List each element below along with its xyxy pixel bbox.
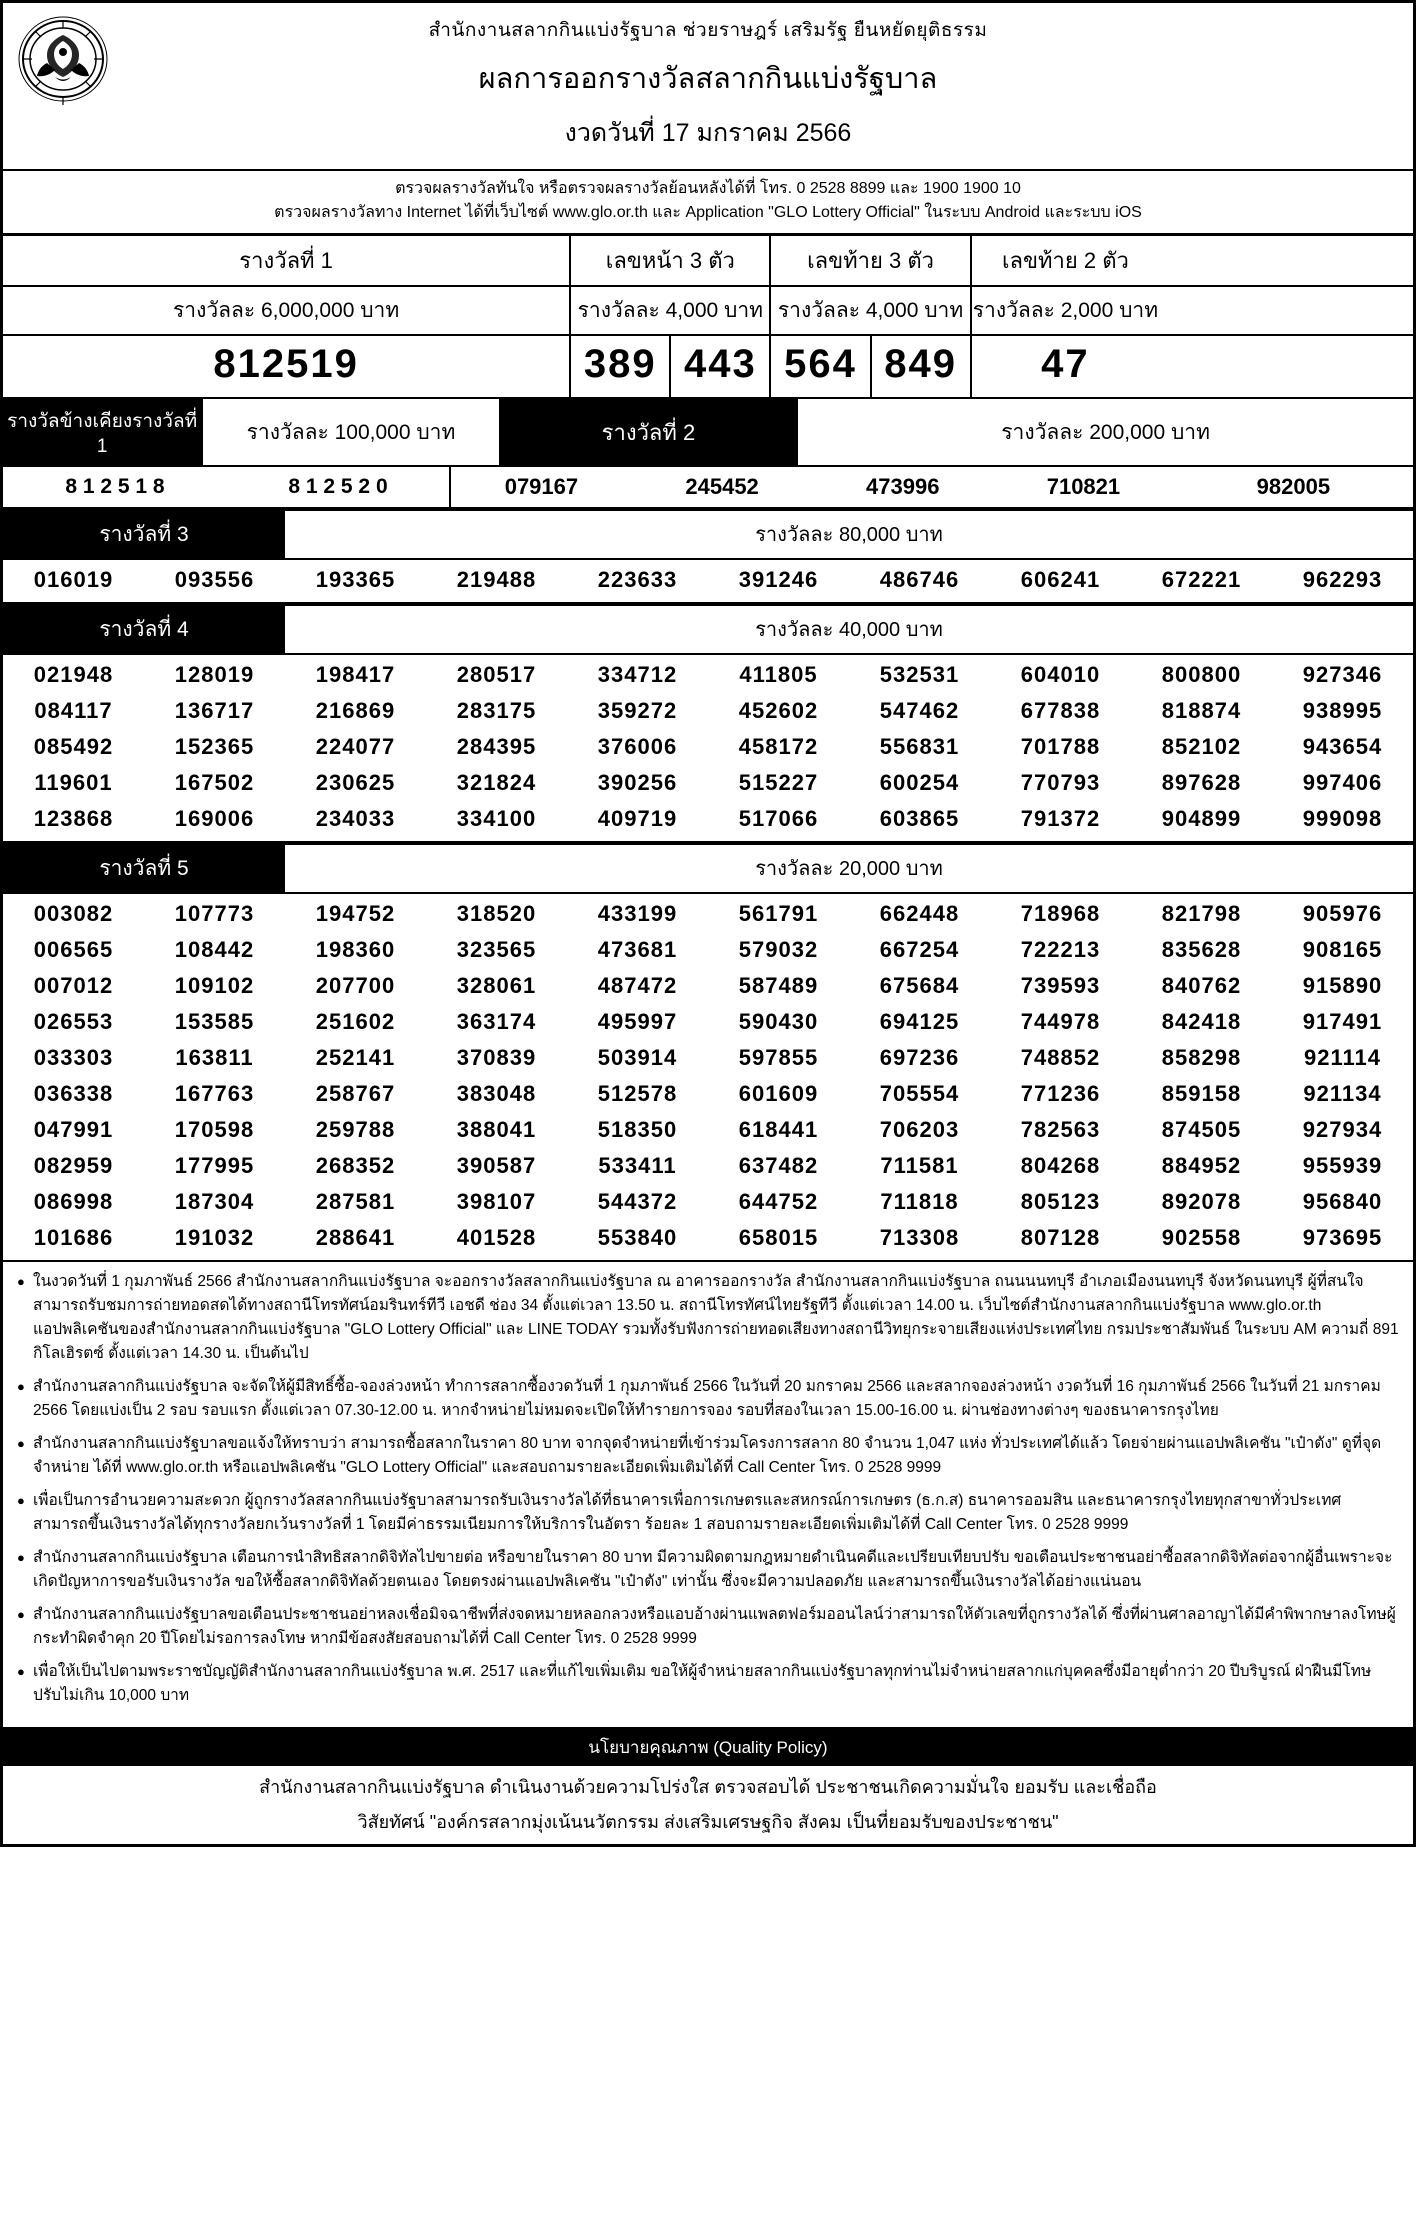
prize4-numbers [3, 655, 1413, 843]
prize5-number: 512578 [597, 1081, 678, 1106]
prize5-number: 956840 [1302, 1189, 1383, 1214]
page-header [3, 3, 1413, 171]
prize5-number: 082959 [33, 1153, 114, 1178]
prize5-number: 252141 [315, 1045, 396, 1070]
last2-label: เลขท้าย 2 ตัว [1001, 248, 1129, 273]
prize5-number: 859158 [1161, 1081, 1242, 1106]
prize5-number: 892078 [1161, 1189, 1242, 1214]
prize5-number: 287581 [315, 1189, 396, 1214]
note-text: เพื่อเป็นการอำนวยความสะดวก ผู้ถูกรางวัลสลากกินแบ่งรัฐบาลสามารถรับเงินรางวัลได้ที่ธนาคารเพื่อการเกษตรและสหกรณ์การเกษตร (ธ.ก.ส) ธนาคารออมสิน และธนาคารกรุงไทยทุกสาขาทั่วประเทศ สามารถขึ้นเงินรางวัลได้ทุกรางวัลยกเว้นรางวัลที่ 1 โดยมีค่าธรรมเนียมการให้บริการในอัตรา ร้อยละ 1 สอบถามรายละเอียดเพิ่มเติมได้ที่ Call Center โทร. 0 2528 9999 [33, 1492, 1342, 1534]
prize3-number: 606241 [1020, 567, 1101, 592]
org-line: สำนักงานสลากกินแบ่งรัฐบาล ช่วยราษฎร์ เสริมรัฐ ยืนหยัดยุติธรรม [428, 20, 988, 41]
prize5-number: 706203 [879, 1117, 960, 1142]
prize4-number: 084117 [34, 698, 113, 723]
prize4-number: 216869 [315, 698, 396, 723]
prize3-number: 223633 [597, 567, 678, 592]
prize5-number: 153585 [174, 1009, 255, 1034]
prize5-number: 518350 [597, 1117, 678, 1142]
prize5-number: 544372 [597, 1189, 678, 1214]
bullet-icon: ● [17, 1493, 25, 1509]
prize5-number: 955939 [1302, 1153, 1383, 1178]
draw-date: งวดวันที่ 17 มกราคม 2566 [564, 119, 852, 147]
near1-number-1: 8 1 2 5 1 8 [65, 475, 165, 498]
garuda-emblem-icon [3, 9, 123, 111]
prize4-number: 334712 [597, 662, 678, 687]
vision-text: วิสัยทัศน์ "องค์กรสลากมุ่งเน้นนวัตกรรม ส่งเสริมเศรษฐกิจ สังคม เป็นที่ยอมรับของประชาชน" [357, 1812, 1059, 1833]
prize5-number: 618441 [738, 1117, 819, 1142]
prize5-number: 713308 [879, 1225, 960, 1250]
prize4-number: 770793 [1020, 770, 1101, 795]
prize5-number: 251602 [315, 1009, 396, 1034]
prize5-number: 744978 [1020, 1009, 1101, 1034]
note-item [17, 1660, 1399, 1708]
prize5-number: 086998 [33, 1189, 114, 1214]
prize5-number: 047991 [33, 1117, 114, 1142]
prize4-header [3, 604, 1413, 655]
prize5-number: 590430 [738, 1009, 819, 1034]
prize5-number: 705554 [879, 1081, 960, 1106]
prize3-number: 093556 [174, 567, 255, 592]
quality-policy-text: สำนักงานสลากกินแบ่งรัฐบาล ดำเนินงานด้วยความโปร่งใส ตรวจสอบได้ ประชาชนเกิดความมั่นใจ ยอมรับ และเชื่อถือ [259, 1777, 1157, 1798]
prize5-number: 711581 [880, 1153, 959, 1178]
prize5-number: 718968 [1020, 901, 1101, 926]
prize5-number: 973695 [1302, 1225, 1383, 1250]
prize2-amount: รางวัลละ 200,000 บาท [1001, 420, 1210, 444]
prize5-number: 858298 [1161, 1045, 1242, 1070]
prize4-number: 677838 [1020, 698, 1101, 723]
near1-label: รางวัลข้างเคียงรางวัลที่ 1 [3, 399, 203, 465]
bullet-icon: ● [17, 1664, 25, 1680]
prize4-number: 604010 [1020, 662, 1101, 687]
prize4-number: 230625 [315, 770, 396, 795]
prize2-number-5: 982005 [1256, 474, 1331, 499]
prize5-number: 722213 [1020, 937, 1101, 962]
prize3-number: 486746 [879, 567, 960, 592]
note-text: สำนักงานสลากกินแบ่งรัฐบาล จะจัดให้ผู้มีสิทธิ์ซื้อ-จองล่วงหน้า ทำการสลากซื้องวดวันที่ 1 กุมภาพันธ์ 2566 ในวันที่ 20 มกราคม 2566 และสลากจองล่วงหน้า งวดวันที่ 16 กุมภาพันธ์ 2566 ในวันที่ 21 มกราคม 2566 โดยแบ่งเป็น 2 รอบ รอบแรก ตั้งแต่เวลา 07.30-12.00 น. หากจำหน่ายไม่หมดจะเปิดให้ทำรายการจอง รอบที่สองในเวลา 15.00-16.00 น. ผ่านช่องทางต่างๆ ของธนาคารกรุงไทย [33, 1378, 1381, 1420]
last3-amount: รางวัลละ 4,000 บาท [771, 287, 971, 334]
front3-number-2: 443 [671, 336, 771, 397]
prize5-number: 026553 [33, 1009, 114, 1034]
prize4-number: 021948 [33, 662, 114, 687]
prize5-number: 587489 [738, 973, 819, 998]
prize5-number: 840762 [1161, 973, 1242, 998]
prize5-number: 601609 [738, 1081, 819, 1106]
near1-amount: รางวัลละ 100,000 บาท [203, 399, 501, 465]
prize5-label: รางวัลที่ 5 [3, 845, 285, 892]
prize5-number: 288641 [315, 1225, 396, 1250]
prize3-number: 391246 [738, 567, 819, 592]
prize4-number: 904899 [1161, 806, 1242, 831]
prize5-number: 036338 [33, 1081, 114, 1106]
prize4-number: 800800 [1161, 662, 1242, 687]
prize5-number: 003082 [33, 901, 114, 926]
prize5-number: 921114 [1304, 1045, 1381, 1070]
prize5-number: 194752 [315, 901, 396, 926]
bullet-icon: ● [17, 1274, 25, 1289]
announcement-notes [3, 1262, 1413, 1729]
near1-prize2-header-row [3, 399, 1413, 467]
prize5-number: 917491 [1302, 1009, 1383, 1034]
prize5-number: 473681 [597, 937, 678, 962]
prize4-number: 123868 [33, 806, 114, 831]
prize4-number: 321824 [456, 770, 537, 795]
prize5-number: 177995 [174, 1153, 255, 1178]
note-item [17, 1375, 1399, 1423]
prize5-number: 259788 [315, 1117, 396, 1142]
prize5-number: 874505 [1161, 1117, 1242, 1142]
prize5-number: 697236 [879, 1045, 960, 1070]
prize4-number: 818874 [1161, 698, 1242, 723]
prize5-number: 667254 [879, 937, 960, 962]
bullet-icon: ● [17, 1379, 25, 1395]
near1-prize2-number-row [3, 467, 1413, 509]
prize1-amount: รางวัลละ 6,000,000 บาท [3, 287, 571, 334]
prize4-number: 085492 [33, 734, 114, 759]
prize4-number: 532531 [879, 662, 960, 687]
contact-line-internet: ตรวจผลรางวัลทาง Internet ได้ที่เว็บไซต์ www.glo.or.th และ Application "GLO Lottery Official" ในระบบ Android และระบบ iOS [274, 204, 1142, 221]
bullet-icon: ● [17, 1436, 25, 1452]
prize4-number: 943654 [1302, 734, 1383, 759]
prize4-number: 517066 [738, 806, 819, 831]
prize4-number: 283175 [456, 698, 537, 723]
prize5-number: 694125 [879, 1009, 960, 1034]
note-text: สำนักงานสลากกินแบ่งรัฐบาลขอเตือนประชาชนอย่าหลงเชื่อมิจฉาชีพที่ส่งจดหมายหลอกลวงหรือแอบอ้างผ่านแพลตฟอร์มออนไลน์ว่าสามารถให้ตัวเลขที่ถูกรางวัลได้ ซึ่งที่ผ่านศาลอาญาได้มีคำพิพากษาลงโทษผู้กระทำผิดจำคุก 20 ปีโดยไม่รอการลงโทษ หากมีข้อสงสัยสอบถามได้ที่ Call Center โทร. 0 2528 9999 [33, 1606, 1396, 1648]
prize2-label: รางวัลที่ 2 [501, 399, 799, 465]
prize5-number: 637482 [738, 1153, 819, 1178]
prize4-number: 997406 [1302, 770, 1383, 795]
prize5-number: 807128 [1020, 1225, 1101, 1250]
prize4-number: 224077 [315, 734, 396, 759]
prize5-number: 927934 [1302, 1117, 1383, 1142]
prize5-number: 433199 [597, 901, 678, 926]
note-text: เพื่อให้เป็นไปตามพระราชบัญญัติสำนักงานสลากกินแบ่งรัฐบาล พ.ศ. 2517 และที่แก้ไขเพิ่มเติม ขอให้ผู้จำหน่ายสลากกินแบ่งรัฐบาลทุกท่านไม่จำหน่ายสลากแก่บุคคลซึ่งมีอายุต่ำกว่า 20 ปีบริบูรณ์ ฝ่าฝืนมีโทษปรับไม่เกิน 10,000 บาท [33, 1663, 1372, 1705]
prize4-number: 938995 [1302, 698, 1383, 723]
prize5-number: 561791 [738, 901, 819, 926]
prize4-number: 452602 [738, 698, 819, 723]
prize4-number: 198417 [315, 662, 396, 687]
prize4-number: 284395 [456, 734, 537, 759]
top-prize-amount-row [3, 287, 1413, 336]
prize3-amount: รางวัลละ 80,000 บาท [755, 524, 943, 546]
prize3-number: 672221 [1161, 567, 1242, 592]
quality-policy-bar: นโยบายคุณภาพ (Quality Policy) [3, 1729, 1413, 1766]
prize4-number: 556831 [879, 734, 960, 759]
prize5-number: 363174 [456, 1009, 537, 1034]
prize5-number: 191032 [174, 1225, 255, 1250]
last3-number-2: 849 [872, 336, 972, 397]
prize5-number: 884952 [1161, 1153, 1242, 1178]
prize5-number: 804268 [1020, 1153, 1101, 1178]
note-item [17, 1432, 1399, 1480]
prize5-number: 108442 [174, 937, 255, 962]
prize4-number: 852102 [1161, 734, 1242, 759]
prize4-number: 128019 [174, 662, 255, 687]
prize5-number: 533411 [598, 1153, 677, 1178]
prize5-number: 908165 [1302, 937, 1383, 962]
prize3-label: รางวัลที่ 3 [3, 511, 285, 558]
prize2-number-2: 245452 [685, 474, 759, 499]
note-item [17, 1270, 1399, 1366]
prize5-number: 398107 [456, 1189, 537, 1214]
prize5-number: 805123 [1020, 1189, 1101, 1214]
prize4-number: 280517 [456, 662, 537, 687]
prize5-number: 170598 [174, 1117, 255, 1142]
bullet-icon: ● [17, 1550, 25, 1566]
prize5-number: 553840 [597, 1225, 678, 1250]
prize5-number: 323565 [456, 937, 537, 962]
prize4-number: 897628 [1161, 770, 1242, 795]
top-prize-label-row [3, 236, 1413, 287]
prize4-number: 152365 [174, 734, 255, 759]
prize5-number: 905976 [1302, 901, 1383, 926]
prize5-number: 662448 [879, 901, 960, 926]
note-text: สำนักงานสลากกินแบ่งรัฐบาล เตือนการนำสิทธิสลากดิจิทัลไปขายต่อ หรือขายในราคา 80 บาท มีความผิดตามกฎหมายดำเนินคดีและเปรียบเทียบปรับ ขอเตือนประชาชนอย่าซื้อสลากดิจิทัลต่อจากผู้อื่นเพราะจะเกิดปัญหาการขอรับเงินรางวัล ขอให้ซื้อสลากดิจิทัลด้วยตนเอง โดยตรงผ่านแอปพลิเคชัน "เป๋าตัง" เท่านั้น ซึ่งจะมีความปลอดภัย และสามารถขึ้นเงินรางวัลได้อย่างแน่นอน [33, 1549, 1393, 1591]
prize5-number: 503914 [597, 1045, 678, 1070]
prize5-number: 258767 [315, 1081, 396, 1106]
prize3-number: 016019 [33, 567, 114, 592]
prize4-number: 376006 [597, 734, 678, 759]
prize5-amount: รางวัลละ 20,000 บาท [755, 858, 943, 880]
prize5-number: 739593 [1020, 973, 1101, 998]
prize2-number-3: 473996 [866, 474, 940, 499]
prize2-number-4: 710821 [1046, 474, 1121, 499]
prize4-number: 169006 [174, 806, 255, 831]
prize5-number: 915890 [1302, 973, 1383, 998]
page-title: ผลการออกรางวัลสลากกินแบ่งรัฐบาล [478, 63, 938, 95]
prize5-number: 187304 [174, 1189, 255, 1214]
note-text: ในงวดวันที่ 1 กุมภาพันธ์ 2566 สำนักงานสลากกินแบ่งรัฐบาล จะออกรางวัลสลากกินแบ่งรัฐบาล ณ อาคารออกรางวัล สำนักงานสลากกินแบ่งรัฐบาล ถนนนนทบุรี อำเภอเมืองนนทบุรี จังหวัดนนทบุรี ผู้ที่สนใจสามารถรับชมการถ่ายทอดสดได้ทางสถานีโทรทัศน์อมรินทร์ทีวี เอชดี ช่อง 34 ตั้งแต่เวลา 13.50 น. สถานีโทรทัศน์ไทยรัฐทีวี ตั้งแต่เวลา 14.00 น. เว็บไซต์สำนักงานสลากกินแบ่งรัฐบาล www.glo.or.th แอปพลิเคชันของสำนักงานสลากกินแบ่งรัฐบาล "GLO Lottery Official" และ LINE TODAY รวมทั้งรับฟังการถ่ายทอดเสียงทางสถานีวิทยุกระจายเสียงแห่งประเทศไทย กรมประชาสัมพันธ์ ในระบบ AM ความถี่ 891 กิโลเฮิรตซ์ ตั้งแต่เวลา 14.30 น. เป็นต้นไป [33, 1273, 1399, 1363]
prize5-number: 198360 [315, 937, 396, 962]
prize5-number: 390587 [456, 1153, 537, 1178]
prize5-number: 597855 [738, 1045, 819, 1070]
note-item [17, 1489, 1399, 1537]
prize5-number: 675684 [879, 973, 960, 998]
prize5-number: 268352 [315, 1153, 396, 1178]
last2-amount: รางวัลละ 2,000 บาท [972, 299, 1159, 322]
prize5-number: 782563 [1020, 1117, 1101, 1142]
prize5-number: 006565 [33, 937, 114, 962]
prize4-number: 603865 [879, 806, 960, 831]
front3-label: เลขหน้า 3 ตัว [571, 236, 771, 285]
prize5-number: 401528 [456, 1225, 537, 1250]
prize4-number: 999098 [1302, 806, 1383, 831]
prize5-number: 748852 [1020, 1045, 1101, 1070]
prize4-number: 411805 [739, 662, 818, 687]
note-text: สำนักงานสลากกินแบ่งรัฐบาลขอแจ้งให้ทราบว่า สามารถซื้อสลากในราคา 80 บาท จากจุดจำหน่ายที่เข้าร่วมโครงการสลาก 80 จำนวน 1,047 แห่ง ทั่วประเทศได้แล้ว โดยจ่ายผ่านแอปพลิเคชัน "เป๋าตัง" ดูที่จุดจำหน่าย ได้ที่ www.glo.or.th หรือแอปพลิเคชัน "GLO Lottery Official" และสอบถามรายละเอียดเพิ่มเติมได้ที่ Call Center โทร. 0 2528 9999 [33, 1435, 1382, 1477]
prize4-number: 136717 [174, 698, 255, 723]
prize4-number: 458172 [738, 734, 819, 759]
prize4-label: รางวัลที่ 4 [3, 606, 285, 653]
prize5-number: 328061 [456, 973, 537, 998]
prize5-number: 658015 [738, 1225, 819, 1250]
prize5-number: 902558 [1161, 1225, 1242, 1250]
near1-number-2: 8 1 2 5 2 0 [227, 467, 451, 507]
last3-number-1: 564 [771, 336, 871, 397]
prize5-number: 842418 [1161, 1009, 1242, 1034]
prize4-number: 167502 [174, 770, 255, 795]
prize2-number-1: 079167 [504, 474, 579, 499]
prize5-number: 644752 [738, 1189, 819, 1214]
note-item [17, 1603, 1399, 1651]
prize5-number: 167763 [174, 1081, 255, 1106]
prize4-number: 600254 [879, 770, 960, 795]
prize5-numbers [3, 894, 1413, 1262]
prize3-number: 219488 [456, 567, 537, 592]
prize3-header [3, 509, 1413, 560]
prize3-numbers [3, 560, 1413, 604]
prize1-label: รางวัลที่ 1 [3, 236, 571, 285]
prize5-number: 388041 [456, 1117, 537, 1142]
prize4-number: 334100 [456, 806, 537, 831]
prize4-number: 119601 [34, 770, 113, 795]
prize5-number: 109102 [174, 973, 255, 998]
prize4-number: 927346 [1302, 662, 1383, 687]
prize5-number: 711818 [880, 1189, 959, 1214]
contact-info [3, 171, 1413, 236]
prize5-number: 318520 [456, 901, 537, 926]
prize5-header [3, 843, 1413, 894]
prize5-number: 821798 [1161, 901, 1242, 926]
prize4-number: 701788 [1020, 734, 1101, 759]
prize5-number: 370839 [456, 1045, 537, 1070]
prize5-number: 207700 [315, 973, 396, 998]
prize5-number: 921134 [1303, 1081, 1382, 1106]
prize3-number: 962293 [1302, 567, 1383, 592]
last3-label: เลขท้าย 3 ตัว [771, 236, 971, 285]
note-item [17, 1546, 1399, 1594]
prize5-number: 033303 [33, 1045, 114, 1070]
prize5-number: 007012 [33, 973, 114, 998]
prize1-number: 812519 [3, 336, 571, 397]
prize5-number: 579032 [738, 937, 819, 962]
prize5-number: 107773 [174, 901, 255, 926]
prize5-number: 487472 [597, 973, 678, 998]
contact-line-phone: ตรวจผลรางวัลทันใจ หรือตรวจผลรางวัลย้อนหลังได้ที่ โทร. 0 2528 8899 และ 1900 1900 10 [395, 180, 1021, 197]
prize5-number: 835628 [1161, 937, 1242, 962]
prize3-number: 193365 [315, 567, 396, 592]
prize5-number: 771236 [1020, 1081, 1101, 1106]
bullet-icon: ● [17, 1607, 25, 1623]
prize5-number: 383048 [456, 1081, 537, 1106]
prize5-number: 163811 [175, 1045, 254, 1070]
prize4-number: 547462 [879, 698, 960, 723]
front3-amount: รางวัลละ 4,000 บาท [571, 287, 771, 334]
prize4-number: 234033 [315, 806, 396, 831]
prize4-number: 515227 [738, 770, 819, 795]
prize4-number: 409719 [597, 806, 678, 831]
prize4-number: 359272 [597, 698, 678, 723]
top-prize-number-row [3, 336, 1413, 399]
last2-number: 47 [1041, 342, 1090, 386]
prize4-number: 390256 [597, 770, 678, 795]
prize4-amount: รางวัลละ 40,000 บาท [755, 619, 943, 641]
prize4-number: 791372 [1020, 806, 1101, 831]
front3-number-1: 389 [571, 336, 671, 397]
prize5-number: 101686 [33, 1225, 114, 1250]
prize5-number: 495997 [597, 1009, 678, 1034]
